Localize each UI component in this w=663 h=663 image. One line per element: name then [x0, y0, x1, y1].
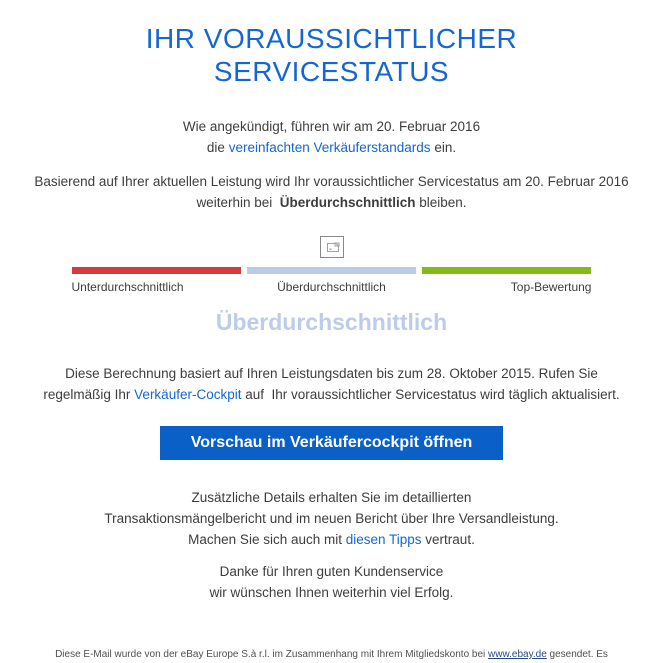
meter-bars [72, 267, 592, 274]
thanks-line2: wir wünschen Ihnen weiterhin viel Erfolg. [209, 585, 454, 600]
details-line3-pre: Machen Sie sich auch mit [188, 532, 346, 547]
thanks-line1: Danke für Ihren guten Kundenservice [219, 564, 444, 579]
intro-line2-pre: die [206, 140, 229, 155]
current-status-text: Überdurchschnittlich [215, 309, 448, 335]
meter-label-below-average: Unterdurchschnittlich [71, 280, 184, 294]
tips-link[interactable]: diesen Tipps [345, 532, 422, 547]
seller-dashboard-link[interactable]: Verkäufer-Cockpit [134, 387, 242, 402]
details-line2: Transaktionsmängelbericht und im neuen Bericht über Ihre Versandleistung. [104, 511, 559, 526]
page-title [0, 22, 663, 88]
intro-paragraph [0, 116, 663, 158]
intro-line2-post: ein. [430, 140, 457, 155]
simplified-seller-standards-link[interactable]: vereinfachten Verkäuferstandards [228, 140, 431, 155]
calculation-note-line1: Diese Berechnung basiert auf Ihren Leistungsdaten bis zum 28. Oktober 2015. Rufen Sie [65, 366, 598, 381]
broken-image-glyph-icon [327, 242, 340, 253]
intro-line1: Wie angekündigt, führen wir am 20. Februar 2016 [182, 119, 481, 134]
calculation-note-paragraph [0, 363, 663, 405]
page-title-line1: IHR VORAUSSICHTLICHER [145, 23, 518, 54]
status-summary-paragraph [0, 171, 663, 213]
footer-text-pre: Diese E-Mail wurde von der eBay Europe S.à r.l. im Zusammenhang mit Ihrem Mitgliedskonto bei [55, 649, 489, 660]
meter-label-top-rated: Top-Bewertung [510, 280, 592, 294]
ebay-de-link[interactable]: www.ebay.de [488, 649, 547, 660]
thanks-paragraph [0, 561, 663, 603]
details-line1: Zusätzliche Details erhalten Sie im detaillierten [191, 490, 472, 505]
footer-legal-text [0, 648, 663, 661]
service-status-meter [72, 267, 592, 294]
calculation-note-line2-post: auf Ihr voraussichtlicher Servicestatus wird täglich aktualisiert. [241, 387, 620, 402]
status-summary-status-bold: Überdurchschnittlich [279, 195, 416, 210]
footer-text-post: gesendet. Es [546, 649, 608, 660]
meter-label-above-average: Überdurchschnittlich [277, 280, 386, 294]
open-seller-dashboard-preview-button[interactable]: Vorschau im Verkäufercockpit öffnen [160, 426, 503, 460]
meter-segment-below-average [72, 267, 241, 274]
status-summary-line1: Basierend auf Ihrer aktuellen Leistung wird Ihr voraussichtlicher Servicestatus am 20. Februar 2016 [34, 174, 629, 189]
status-summary-line2-post: bleiben. [415, 195, 467, 210]
details-paragraph [0, 487, 663, 550]
page-title-line2: SERVICESTATUS [213, 56, 450, 87]
meter-segment-top-rated [422, 267, 591, 274]
details-line3-post: vertraut. [421, 532, 475, 547]
status-summary-line2-pre: weiterhin bei [196, 195, 280, 210]
broken-image-placeholder-icon [320, 236, 344, 258]
meter-labels [72, 280, 592, 294]
calculation-note-line2-pre: regelmäßig Ihr [43, 387, 135, 402]
meter-segment-above-average [247, 267, 416, 274]
